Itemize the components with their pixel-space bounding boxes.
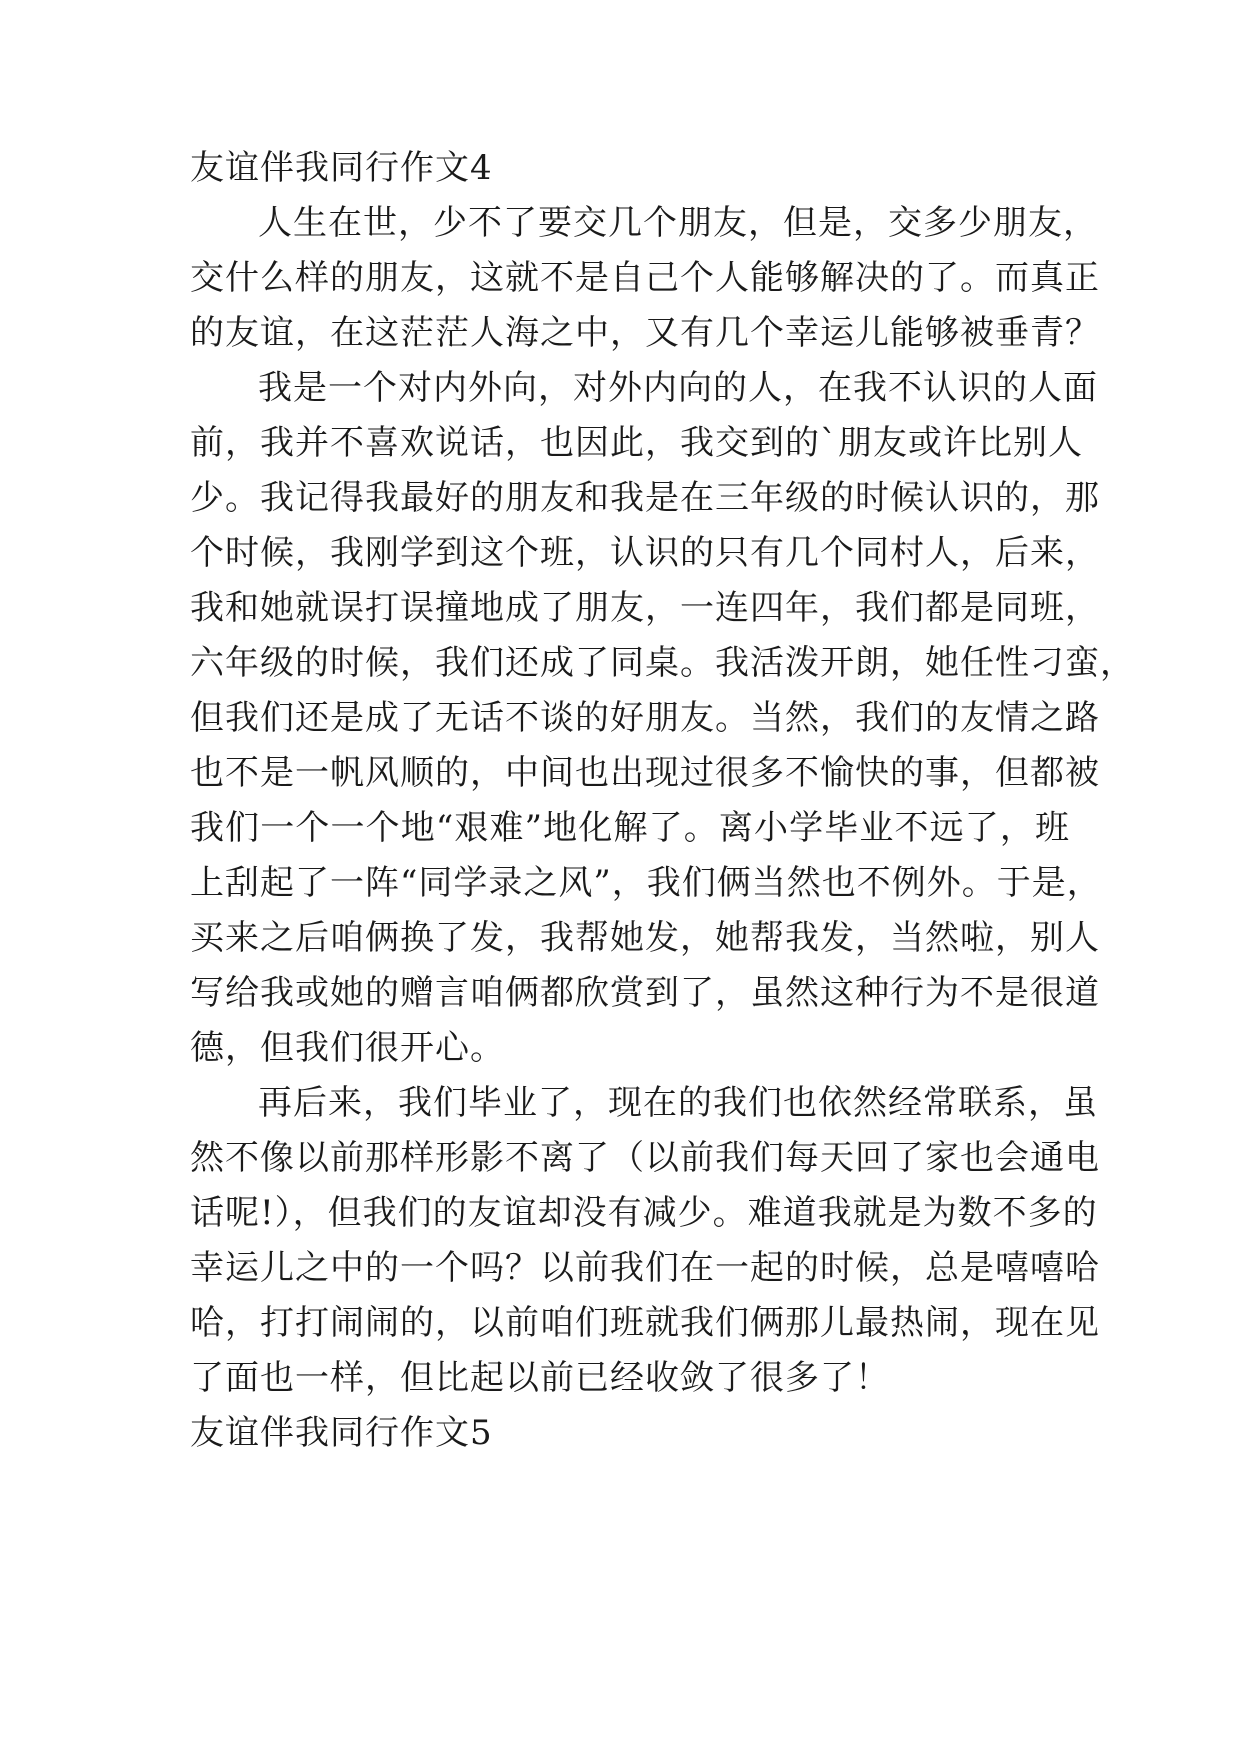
paragraph-2-line-2: 前，我并不喜欢说话，也因此，我交到的`朋友或许比别人 [190, 423, 1083, 463]
paragraph-2-line-6: 六年级的时候，我们还成了同桌。我活泼开朗，她任性刁蛮， [190, 643, 1135, 683]
paragraph-2-line-13: 德，但我们很开心。 [190, 1028, 505, 1068]
paragraph-1-line-3: 的友谊，在这茫茫人海之中，又有几个幸运儿能够被垂青？ [190, 313, 1100, 353]
paragraph-3-line-1: 再后来，我们毕业了，现在的我们也依然经常联系，虽 [258, 1083, 1098, 1123]
paragraph-3-line-6: 了面也一样，但比起以前已经收敛了很多了！ [190, 1358, 890, 1398]
paragraph-3-line-5: 哈，打打闹闹的，以前咱们班就我们俩那儿最热闹，现在见 [190, 1303, 1100, 1343]
paragraph-2-line-10: 上刮起了一阵“同学录之风”，我们俩当然也不例外。于是， [190, 863, 1102, 903]
paragraph-2-line-12: 写给我或她的赠言咱俩都欣赏到了，虽然这种行为不是很道 [190, 973, 1100, 1013]
paragraph-1-line-2: 交什么样的朋友，这就不是自己个人能够解决的了。而真正 [190, 258, 1100, 298]
paragraph-2-line-1: 我是一个对内外向，对外内向的人，在我不认识的人面 [258, 368, 1098, 408]
paragraph-3-line-2: 然不像以前那样形影不离了（以前我们每天回了家也会通电 [190, 1138, 1100, 1178]
paragraph-1-line-1: 人生在世，少不了要交几个朋友，但是，交多少朋友， [258, 203, 1098, 243]
paragraph-3-line-3: 话呢!），但我们的友谊却没有减少。难道我就是为数不多的 [190, 1193, 1098, 1233]
paragraph-2-line-9: 我们一个一个地“艰难”地化解了。离小学毕业不远了，班 [190, 808, 1070, 848]
paragraph-3-line-4: 幸运儿之中的一个吗？以前我们在一起的时候，总是嘻嘻哈 [190, 1248, 1100, 1288]
paragraph-2-line-8: 也不是一帆风顺的，中间也出现过很多不愉快的事，但都被 [190, 753, 1100, 793]
paragraph-2-line-4: 个时候，我刚学到这个班，认识的只有几个同村人，后来， [190, 533, 1100, 573]
paragraph-2-line-11: 买来之后咱俩换了发，我帮她发，她帮我发，当然啦，别人 [190, 918, 1100, 958]
paragraph-2-line-7: 但我们还是成了无话不谈的好朋友。当然，我们的友情之路 [190, 698, 1100, 738]
section-heading-5: 友谊伴我同行作文5 [190, 1413, 493, 1453]
section-heading-4: 友谊伴我同行作文4 [190, 148, 493, 188]
paragraph-2-line-3: 少。我记得我最好的朋友和我是在三年级的时候认识的，那 [190, 478, 1100, 518]
paragraph-2-line-5: 我和她就误打误撞地成了朋友，一连四年，我们都是同班， [190, 588, 1100, 628]
